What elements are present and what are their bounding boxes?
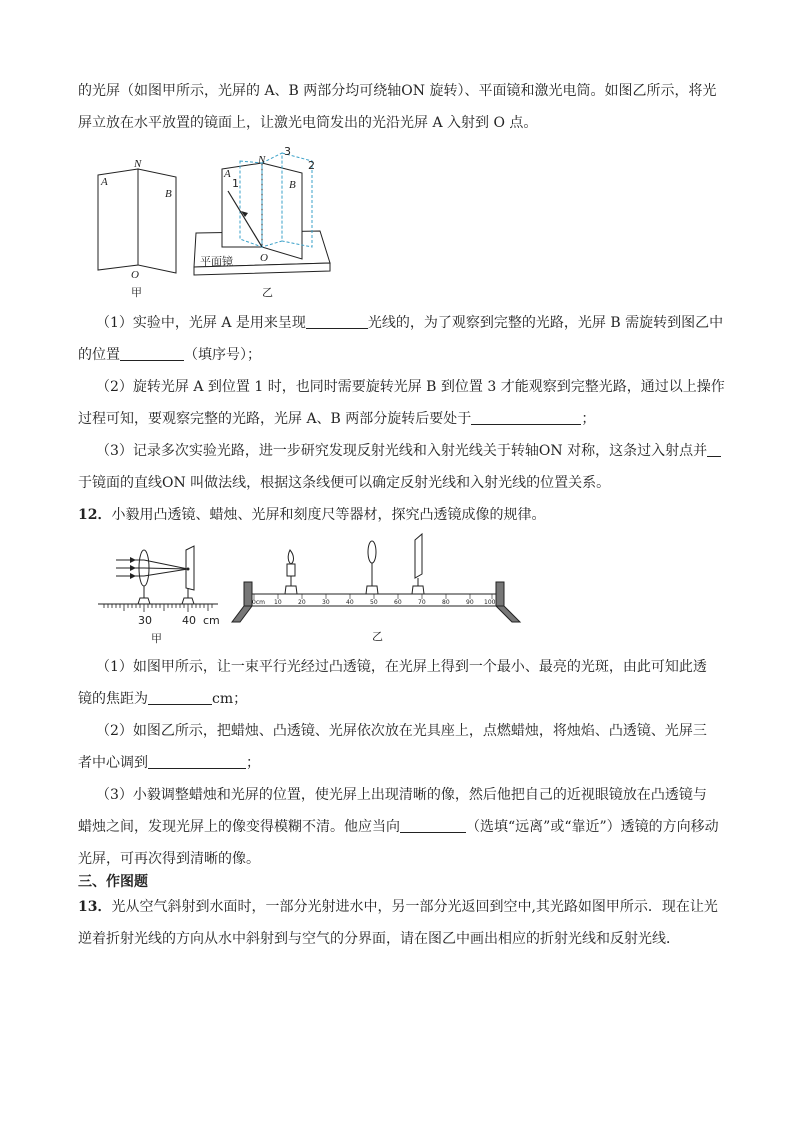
yi-tick-20: 20 xyxy=(298,599,306,606)
q11-blank-3[interactable] xyxy=(471,410,581,425)
q11-part3-line2: 于镜面的直线ON 叫做法线，根据这条线便可以确定反射光线和入射光线的位置关系。 xyxy=(78,475,611,491)
yi-tick-60: 60 xyxy=(394,599,402,606)
yi-tick-40: 40 xyxy=(346,599,354,606)
q11-part2-line2: 过程可知，要观察完整的光路，光屏 A、B 两部分旋转后要处于 ； xyxy=(78,411,596,427)
label-position-2: 2 xyxy=(308,159,315,172)
figure-11-yi xyxy=(194,145,330,299)
jia-ruler-ticks xyxy=(104,604,212,612)
label-o-yi: O xyxy=(260,252,268,264)
label-b-yi: B xyxy=(289,179,296,191)
q13-number: 13． xyxy=(78,899,112,915)
q12-part1-line2: 镜的焦距为 cm； xyxy=(78,691,248,707)
figure-12-yi xyxy=(230,536,520,648)
q12-part1-line1: （1）如图甲所示，让一束平行光经过凸透镜，在光屏上得到一个最小、最亮的光斑，由此可知此透 xyxy=(96,659,707,675)
q12-blank-3[interactable] xyxy=(400,818,466,833)
light-screen xyxy=(412,534,424,594)
label-jia-12: 甲 xyxy=(151,632,162,645)
q11-blank-2[interactable] xyxy=(120,346,184,361)
yi-tick-80: 80 xyxy=(442,599,450,606)
jia-unit: cm xyxy=(203,614,220,627)
jia-tick-40: 40 xyxy=(182,614,196,627)
intro-line-1: 的光屏（如图甲所示，光屏的 A、B 两部分均可绕轴ON 旋转）、平面镜和激光电筒。如图乙所示，将光 xyxy=(78,83,717,99)
intro-line-2: 屏立放在水平放置的镜面上，让激光电筒发出的光沿光屏 A 入射到 O 点。 xyxy=(78,115,538,131)
convex-lens xyxy=(366,541,378,594)
yi-tick-50: 50 xyxy=(370,599,378,606)
label-a-jia: A xyxy=(101,176,108,188)
q12-number: 12． xyxy=(78,507,112,523)
q11-blank-1[interactable] xyxy=(306,314,368,329)
yi-tick-100: 100 xyxy=(484,599,496,606)
section-heading: 三、作图题 xyxy=(78,874,148,890)
q11-part2-line1: （2）旋转光屏 A 到位置 1 时，也同时需要旋转光屏 B 到位置 3 才能观察到完整光路，通过以上操作 xyxy=(96,379,725,395)
q11-part3-line1: （3）记录多次实验光路，进一步研究发现反射光线和入射光线关于转轴ON 对称，这条过入射点并 xyxy=(96,441,721,461)
yi-tick-30: 30 xyxy=(322,599,330,606)
label-a-yi: A xyxy=(224,168,231,180)
jia-tick-30: 30 xyxy=(138,614,152,627)
q12-stem: 12．小毅用凸透镜、蜡烛、光屏和刻度尺等器材，探究凸透镜成像的规律。 xyxy=(78,507,546,523)
q12-part3-line3: 光屏，可再次得到清晰的像。 xyxy=(78,851,260,867)
q11-part1-line2: 的位置 （填序号）； xyxy=(78,347,261,363)
q12-blank-1[interactable] xyxy=(148,690,212,705)
label-yi-11: 乙 xyxy=(262,286,273,299)
q12-part3-line1: （3）小毅调整蜡烛和光屏的位置，使光屏上出现清晰的像，然后他把自己的近视眼镜放在凸透镜与 xyxy=(96,787,707,803)
q13-line1: 13．光从空气斜射到水面时，一部分光射进水中，另一部分光返回到空中,其光路如图甲所示．现在让光 xyxy=(78,899,718,915)
figure-12-jia xyxy=(96,540,226,645)
figure-11 xyxy=(90,145,350,300)
label-jia-11: 甲 xyxy=(131,286,142,299)
candle xyxy=(285,550,297,594)
q12-part2-line2: 者中心调到 ； xyxy=(78,755,260,771)
q11-blank-4[interactable] xyxy=(707,442,721,457)
figure-11-jia xyxy=(98,158,176,299)
q12-blank-2[interactable] xyxy=(148,754,246,769)
label-position-3: 3 xyxy=(284,145,291,158)
q11-part1-line1: （1）实验中，光屏 A 是用来呈现 光线的，为了观察到完整的光路，光屏 B 需旋转到图乙中 xyxy=(96,315,724,331)
yi-tick-90: 90 xyxy=(466,599,474,606)
label-yi-12: 乙 xyxy=(372,630,383,643)
yi-tick-10: 10 xyxy=(274,599,282,606)
label-o-jia: O xyxy=(131,269,139,281)
yi-tick-70: 70 xyxy=(418,599,426,606)
q12-part2-line1: （2）如图乙所示，把蜡烛、凸透镜、光屏依次放在光具座上，点燃蜡烛，将烛焰、凸透镜、光屏三 xyxy=(96,723,707,739)
q13-line2: 逆着折射光线的方向从水中斜射到与空气的分界面，请在图乙中画出相应的折射光线和反射光线． xyxy=(78,931,680,947)
label-position-1: 1 xyxy=(232,177,239,190)
yi-ruler-zero: 0cm xyxy=(252,599,265,606)
label-b-jia: B xyxy=(165,188,172,200)
label-n-yi: N xyxy=(258,154,266,166)
label-n-jia: N xyxy=(134,158,142,170)
q12-part3-line2: 蜡烛之间，发现光屏上的像变得模糊不清。他应当向 （选填“远离”或“靠近”）透镜的方向移动 xyxy=(78,819,719,835)
label-mirror: 平面镜 xyxy=(200,255,233,268)
